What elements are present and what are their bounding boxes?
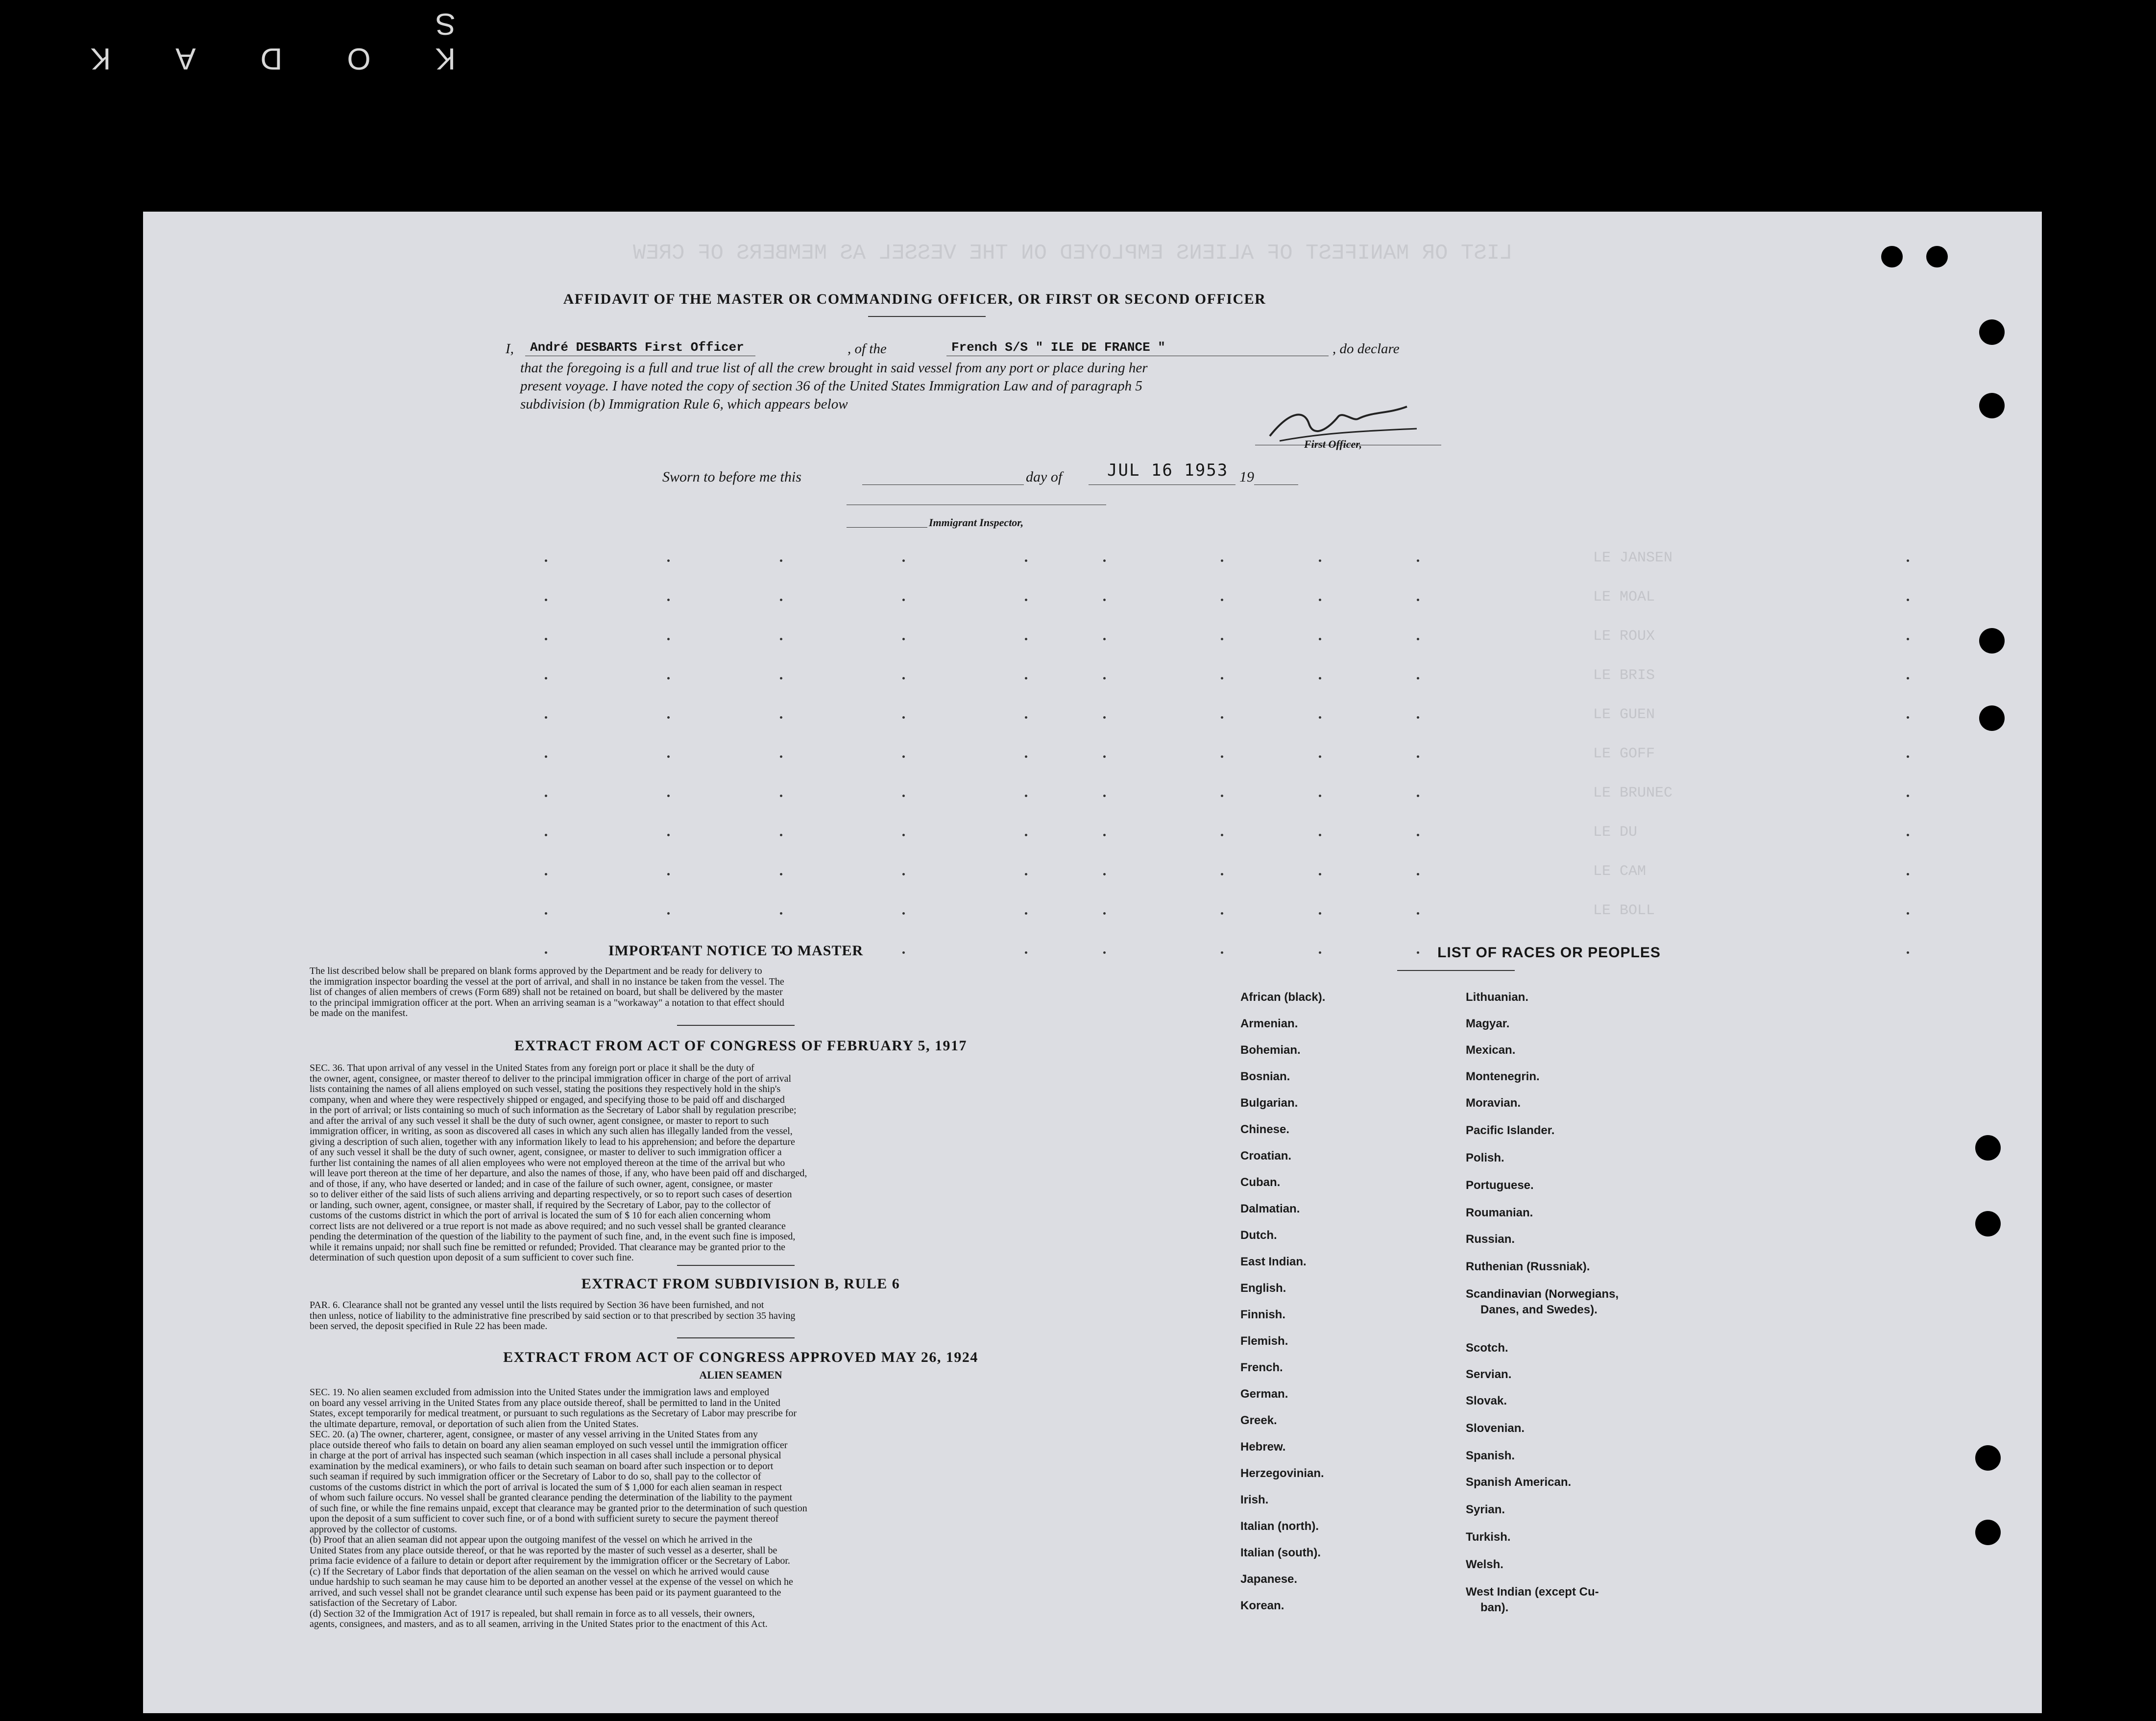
races-title: LIST OF RACES OR PEOPLES bbox=[1437, 945, 1661, 961]
ditto-mark bbox=[1319, 677, 1321, 679]
paragraph-line: list of changes of alien members of crews (Form 689) shall not be retained on board, but shall be delivered by the master bbox=[310, 987, 783, 997]
day-of-label: day of bbox=[1026, 469, 1063, 485]
ghost-name: LE BRUNEC bbox=[1593, 785, 1673, 801]
document-sheet bbox=[143, 212, 2042, 1713]
ditto-mark bbox=[545, 638, 547, 640]
affidavit-body-line: subdivision (b) Immigration Rule 6, which appears below bbox=[520, 396, 848, 412]
punch-hole bbox=[1926, 246, 1948, 267]
race-item: Bulgarian. bbox=[1240, 1096, 1298, 1110]
ghost-name: LE GOFF bbox=[1593, 746, 1655, 762]
race-item: Dutch. bbox=[1240, 1229, 1277, 1242]
ghost-name: LE DU bbox=[1593, 824, 1638, 841]
race-item: Welsh. bbox=[1466, 1558, 1503, 1571]
ditto-mark bbox=[1025, 912, 1027, 915]
ditto-mark bbox=[1907, 599, 1909, 601]
race-item: West Indian (except Cu- bbox=[1466, 1585, 1599, 1599]
race-item: German. bbox=[1240, 1387, 1288, 1401]
ditto-mark bbox=[545, 716, 547, 719]
affidavit-of-the: , of the bbox=[848, 341, 887, 357]
ditto-mark bbox=[1025, 638, 1027, 640]
race-item: Spanish. bbox=[1466, 1449, 1515, 1462]
ditto-mark bbox=[1417, 873, 1419, 875]
race-item: Greek. bbox=[1240, 1414, 1277, 1427]
ditto-mark bbox=[1103, 795, 1106, 797]
paragraph-line: (c) If the Secretary of Labor finds that deportation of the alien seaman on the vessel on which he arrived would cause bbox=[310, 1566, 769, 1577]
divider bbox=[677, 1025, 795, 1026]
paragraph-line: in the port of arrival; or lists containing so much of such information as the Secretary of Labor shall by regulation prescribe; bbox=[310, 1105, 797, 1115]
paragraph-line: the ultimate departure, removal, or deportation of such alien from the United States. bbox=[310, 1419, 639, 1430]
race-item: Armenian. bbox=[1240, 1017, 1298, 1030]
race-item-continuation: Danes, and Swedes). bbox=[1480, 1303, 1598, 1316]
race-item: Dalmatian. bbox=[1240, 1202, 1300, 1215]
ditto-mark bbox=[667, 638, 670, 640]
paragraph-line: arrived, and such vessel shall not be grandet clearance until such expense has been paid or its payment guaranteed to the bbox=[310, 1587, 781, 1598]
paragraph-line: and of those, if any, who have deserted or landed; and in case of the failure of such owner, agent, consignee, or master bbox=[310, 1179, 773, 1189]
affidavit-body-line: present voyage. I have noted the copy of section 36 of the United States Immigration Law and of paragraph 5 bbox=[520, 378, 1142, 394]
ditto-mark bbox=[1221, 834, 1223, 836]
extract-1924-body bbox=[310, 1387, 1172, 1630]
ditto-mark bbox=[1907, 951, 1909, 954]
ditto-mark bbox=[667, 559, 670, 562]
race-item: Japanese. bbox=[1240, 1573, 1298, 1586]
ghost-name: LE BOLL bbox=[1593, 902, 1655, 919]
paragraph-line: be made on the manifest. bbox=[310, 1008, 408, 1018]
race-item: Spanish American. bbox=[1466, 1476, 1572, 1489]
ditto-mark bbox=[902, 755, 905, 758]
race-item: Irish. bbox=[1240, 1493, 1269, 1506]
ditto-mark bbox=[1319, 873, 1321, 875]
ditto-mark bbox=[1221, 873, 1223, 875]
ditto-mark bbox=[1025, 873, 1027, 875]
punch-hole bbox=[1979, 393, 2005, 418]
paragraph-line: of whom such failure occurs. No vessel shall be granted clearance pending the determination of the liability to the payment bbox=[310, 1493, 793, 1503]
race-item: Mexican. bbox=[1466, 1043, 1516, 1057]
punch-hole bbox=[1979, 628, 2005, 654]
ditto-mark bbox=[1103, 834, 1106, 836]
ditto-mark bbox=[902, 638, 905, 640]
ditto-mark bbox=[1907, 638, 1909, 640]
race-item: Turkish. bbox=[1466, 1530, 1511, 1544]
race-item: Korean. bbox=[1240, 1599, 1284, 1612]
ditto-mark bbox=[902, 716, 905, 719]
alien-seamen-subtitle: ALIEN SEAMEN bbox=[699, 1369, 782, 1381]
ditto-mark bbox=[1907, 559, 1909, 562]
paragraph-line: while it remains unpaid; nor shall such fine be remitted or refunded; Provided. That clearance may be granted prior to the bbox=[310, 1242, 785, 1253]
ditto-mark bbox=[1319, 638, 1321, 640]
ditto-mark bbox=[1221, 755, 1223, 758]
ditto-mark bbox=[780, 795, 782, 797]
punch-hole bbox=[1881, 246, 1903, 267]
paragraph-line: then unless, notice of liability to the administrative fine prescribed by said section or to that prescribed by section 35 having bbox=[310, 1310, 796, 1321]
sworn-label: Sworn to before me this bbox=[662, 469, 801, 485]
ditto-mark bbox=[1417, 795, 1419, 797]
ditto-mark bbox=[1025, 834, 1027, 836]
race-item: Syrian. bbox=[1466, 1503, 1505, 1516]
ditto-mark bbox=[667, 912, 670, 915]
kodak-letter: K bbox=[435, 42, 456, 75]
race-item: African (black). bbox=[1240, 991, 1326, 1004]
ditto-mark bbox=[1907, 873, 1909, 875]
ditto-mark bbox=[780, 716, 782, 719]
ditto-mark bbox=[1103, 951, 1106, 954]
ditto-mark bbox=[545, 795, 547, 797]
ditto-mark bbox=[1907, 795, 1909, 797]
ditto-mark bbox=[780, 559, 782, 562]
ditto-mark bbox=[1025, 716, 1027, 719]
ditto-mark bbox=[1025, 951, 1027, 954]
year-prefix: 19 bbox=[1239, 469, 1254, 485]
paragraph-line: lists containing the names of all aliens employed on such vessel, stating the positions they respectively hold in the ship's bbox=[310, 1084, 781, 1094]
race-item: Magyar. bbox=[1466, 1017, 1510, 1030]
paragraph-line: satisfaction of the Secretary of Labor. bbox=[310, 1598, 457, 1608]
race-item: Ruthenian (Russniak). bbox=[1466, 1260, 1590, 1273]
bleed-through-header: LIST OR MANIFEST OF ALIENS EMPLOYED ON THE VESSEL AS MEMBERS OF CREW bbox=[633, 241, 1513, 266]
ditto-mark bbox=[1025, 559, 1027, 562]
paragraph-line: in charge at the port of arrival has inspected such seaman (which inspection in all cases shall include a personal physical bbox=[310, 1451, 781, 1461]
race-item: Cuban. bbox=[1240, 1176, 1281, 1189]
notice-body bbox=[310, 966, 1172, 1019]
vessel-name: French S/S " ILE DE FRANCE " bbox=[951, 340, 1165, 355]
ditto-mark bbox=[1417, 677, 1419, 679]
kodak-letter: A bbox=[175, 42, 196, 75]
ditto-mark bbox=[1417, 599, 1419, 601]
ditto-mark bbox=[1221, 795, 1223, 797]
paragraph-line: examination by the medical examiners), or who fails to detain such seaman on board after such inspection or to deport bbox=[310, 1461, 774, 1472]
ditto-mark bbox=[780, 599, 782, 601]
divider bbox=[677, 1265, 795, 1266]
race-item: Portuguese. bbox=[1466, 1179, 1534, 1192]
paragraph-line: PAR. 6. Clearance shall not be granted any vessel until the lists required by Section 36 have been furnished, and not bbox=[310, 1300, 764, 1310]
fill-line bbox=[847, 527, 927, 528]
ditto-mark bbox=[1221, 677, 1223, 679]
kodak-letter: S bbox=[435, 7, 456, 41]
ghost-name: LE BRIS bbox=[1593, 667, 1655, 684]
paragraph-line: prima facie evidence of a failure to detain or deport after requirement by the immigration officer or the Secretary of Labor. bbox=[310, 1556, 790, 1566]
race-item: Herzegovinian. bbox=[1240, 1467, 1324, 1480]
ditto-mark bbox=[902, 795, 905, 797]
race-item: Pacific Islander. bbox=[1466, 1124, 1555, 1137]
race-item: East Indian. bbox=[1240, 1255, 1307, 1268]
paragraph-line: will leave port thereon at the time of her departure, and also the names of those, if any, who have been paid off and discharged, bbox=[310, 1168, 807, 1179]
divider bbox=[677, 1337, 795, 1338]
paragraph-line: agents, consignees, and masters, and as to all seamen, arriving in the United States prior to the enactment of this Act. bbox=[310, 1619, 768, 1629]
paragraph-line: SEC. 19. No alien seamen excluded from admission into the United States under the immigration laws and employed bbox=[310, 1387, 770, 1398]
paragraph-line: of such fine, or while the fine remains unpaid, except that clearance may be granted prior to the determination of such question bbox=[310, 1503, 807, 1514]
ditto-mark bbox=[780, 912, 782, 915]
paragraph-line: place outside thereof who fails to detain on board any alien seaman employed on such vessel until the immigration officer bbox=[310, 1440, 788, 1451]
ditto-mark bbox=[667, 716, 670, 719]
ditto-mark bbox=[902, 677, 905, 679]
extract-1924-title: EXTRACT FROM ACT OF CONGRESS APPROVED MAY 26, 1924 bbox=[503, 1349, 978, 1365]
ditto-mark bbox=[1319, 795, 1321, 797]
extract-1917-body bbox=[310, 1063, 1172, 1263]
ditto-mark bbox=[1025, 677, 1027, 679]
paragraph-line: been served, the deposit specified in Rule 22 has been made. bbox=[310, 1321, 548, 1332]
ditto-mark bbox=[1025, 599, 1027, 601]
punch-hole bbox=[1975, 1445, 2001, 1471]
race-item: Italian (south). bbox=[1240, 1546, 1321, 1559]
race-item: Polish. bbox=[1466, 1151, 1504, 1164]
ditto-mark bbox=[545, 912, 547, 915]
ditto-mark bbox=[1319, 755, 1321, 758]
paragraph-line: correct lists are not delivered or a true report is not made as above required; and no such vessel shall be granted clearance bbox=[310, 1221, 786, 1232]
race-item: Lithuanian. bbox=[1466, 991, 1528, 1004]
ditto-mark bbox=[1417, 559, 1419, 562]
paragraph-line: the owner, agent, consignee, or master thereof to deliver to the principal immigration officer in charge of the port of arrival bbox=[310, 1073, 792, 1084]
kodak-letter: O bbox=[347, 42, 371, 75]
paragraph-line: States, except temporarily for medical treatment, or pursuant to such regulations as the Secretary of Labor may prescribe for bbox=[310, 1408, 797, 1419]
punch-hole bbox=[1975, 1135, 2001, 1161]
ditto-mark bbox=[1907, 677, 1909, 679]
paragraph-line: (b) Proof that an alien seaman did not appear upon the outgoing manifest of the vessel on which he arrived in the bbox=[310, 1535, 752, 1545]
race-item: Montenegrin. bbox=[1466, 1070, 1540, 1083]
date-stamp: JUL 16 1953 bbox=[1107, 461, 1229, 480]
paragraph-line: customs of the customs district in which the port of arrival is located the sum of $ 10 for each alien concerning whom bbox=[310, 1211, 771, 1221]
ditto-mark bbox=[1221, 912, 1223, 915]
ditto-mark bbox=[667, 599, 670, 601]
ditto-mark bbox=[1417, 755, 1419, 758]
ditto-mark bbox=[1907, 755, 1909, 758]
paragraph-line: company, when and where they were respectively shipped or engaged, and specifying those to be paid off and discharged bbox=[310, 1094, 785, 1105]
rule6-body bbox=[310, 1300, 1172, 1332]
ditto-mark bbox=[1103, 912, 1106, 915]
race-item: Italian (north). bbox=[1240, 1520, 1319, 1533]
paragraph-line: so to deliver either of the said lists of such aliens arriving and departing respectively, or so to report such cases of desertion bbox=[310, 1189, 792, 1200]
ditto-mark bbox=[545, 873, 547, 875]
ghost-name: LE JANSEN bbox=[1593, 550, 1673, 566]
ditto-mark bbox=[1103, 873, 1106, 875]
ditto-mark bbox=[1417, 716, 1419, 719]
race-item-continuation: ban). bbox=[1480, 1601, 1509, 1614]
divider bbox=[1397, 970, 1515, 971]
paragraph-line: determination of such question upon deposit of a sum sufficient to cover such fine. bbox=[310, 1253, 634, 1263]
inspector-label: Immigrant Inspector, bbox=[929, 516, 1024, 529]
ditto-mark bbox=[1417, 834, 1419, 836]
ditto-mark bbox=[667, 873, 670, 875]
ditto-mark bbox=[667, 677, 670, 679]
paragraph-line: the immigration inspector boarding the vessel at the port of arrival, and shall in no instance be taken from the vessel. The bbox=[310, 976, 784, 987]
ditto-mark bbox=[1025, 755, 1027, 758]
paragraph-line: of any such vessel it shall be the duty of such owner, agent, consignee, or master to deliver to such immigration officer a bbox=[310, 1147, 782, 1158]
paragraph-line: further list containing the names of all alien employees who were not employed thereon at the time of the arrival but who bbox=[310, 1158, 785, 1168]
race-item: Scotch. bbox=[1466, 1341, 1508, 1355]
race-item: French. bbox=[1240, 1361, 1283, 1374]
paragraph-line: (d) Section 32 of the Immigration Act of 1917 is repealed, but shall remain in force as to all vessels, their owners, bbox=[310, 1608, 755, 1619]
ditto-mark bbox=[780, 873, 782, 875]
divider bbox=[868, 316, 986, 317]
ditto-mark bbox=[902, 559, 905, 562]
ditto-mark bbox=[1417, 638, 1419, 640]
ghost-name: LE GUEN bbox=[1593, 706, 1655, 723]
paragraph-line: SEC. 36. That upon arrival of any vessel in the United States from any foreign port or place it shall be the duty of bbox=[310, 1063, 754, 1073]
ditto-mark bbox=[1221, 716, 1223, 719]
ditto-mark bbox=[1319, 716, 1321, 719]
ditto-mark bbox=[1103, 638, 1106, 640]
kodak-edge-marking bbox=[15, 7, 456, 76]
notice-title: IMPORTANT NOTICE TO MASTER bbox=[608, 943, 864, 959]
ditto-mark bbox=[545, 755, 547, 758]
race-item: Slovenian. bbox=[1466, 1422, 1525, 1435]
ditto-mark bbox=[1221, 951, 1223, 954]
race-item: Servian. bbox=[1466, 1368, 1512, 1381]
race-item: Scandinavian (Norwegians, bbox=[1466, 1287, 1619, 1301]
paragraph-line: giving a description of such alien, together with any information likely to lead to his apprehension; and before the departure bbox=[310, 1137, 795, 1147]
ditto-mark bbox=[1103, 559, 1106, 562]
ditto-mark bbox=[1319, 912, 1321, 915]
race-item: Russian. bbox=[1466, 1233, 1515, 1246]
extract-1917-title: EXTRACT FROM ACT OF CONGRESS OF FEBRUARY 5, 1917 bbox=[514, 1038, 968, 1054]
race-item: Croatian. bbox=[1240, 1149, 1292, 1163]
paragraph-line: SEC. 20. (a) The owner, charterer, agent, consignee, or master of any vessel arriving in the United States from any bbox=[310, 1430, 758, 1440]
paragraph-line: to the principal immigration officer at the port. When an arriving seaman is a "workaway" a notation to that effect should bbox=[310, 997, 784, 1008]
affidavit-title: AFFIDAVIT OF THE MASTER OR COMMANDING OFFICER, OR FIRST OR SECOND OFFICER bbox=[563, 291, 1266, 307]
ditto-mark bbox=[902, 834, 905, 836]
ditto-mark bbox=[1907, 716, 1909, 719]
ditto-mark bbox=[1103, 599, 1106, 601]
ditto-mark bbox=[1319, 599, 1321, 601]
ditto-mark bbox=[667, 755, 670, 758]
ghost-name: LE MOAL bbox=[1593, 589, 1655, 606]
race-item: Bohemian. bbox=[1240, 1043, 1301, 1057]
officer-name: André DESBARTS First Officer bbox=[530, 340, 744, 355]
affidavit-do-declare: , do declare bbox=[1332, 341, 1400, 357]
ghost-name: LE ROUX bbox=[1593, 628, 1655, 645]
paragraph-line: upon the deposit of a sum sufficient to cover such fine, or of a bond with sufficient surety to secure the payment thereof bbox=[310, 1514, 779, 1524]
race-item: Hebrew. bbox=[1240, 1440, 1286, 1454]
paragraph-line: and after the arrival of any such vessel it shall be the duty of such owner, agent consignee, or master to report to such bbox=[310, 1115, 769, 1126]
ditto-mark bbox=[902, 912, 905, 915]
race-item: Bosnian. bbox=[1240, 1070, 1290, 1083]
ditto-mark bbox=[1319, 834, 1321, 836]
ditto-mark bbox=[545, 834, 547, 836]
race-item: Slovak. bbox=[1466, 1394, 1507, 1407]
ditto-mark bbox=[1417, 912, 1419, 915]
punch-hole bbox=[1979, 705, 2005, 731]
ditto-mark bbox=[545, 599, 547, 601]
punch-hole bbox=[1979, 319, 2005, 345]
ditto-mark bbox=[1221, 599, 1223, 601]
race-item: English. bbox=[1240, 1282, 1286, 1295]
ditto-mark bbox=[1221, 638, 1223, 640]
paragraph-line: United States from any place outside thereof, or that he was reported by the master of such vessel as a deserter, shall be bbox=[310, 1545, 777, 1556]
race-item: Roumanian. bbox=[1466, 1206, 1533, 1219]
ditto-mark bbox=[1103, 716, 1106, 719]
paragraph-line: on board any vessel arriving in the United States from any place outside thereof, shall be permitted to land in the United bbox=[310, 1398, 780, 1408]
affidavit-i: I, bbox=[506, 341, 514, 357]
kodak-letter: D bbox=[260, 42, 283, 75]
paragraph-line: The list described below shall be prepared on blank forms approved by the Department and be ready for delivery to bbox=[310, 966, 762, 976]
ditto-mark bbox=[667, 834, 670, 836]
ditto-mark bbox=[780, 638, 782, 640]
paragraph-line: pending the determination of the question of the liability to the payment of such fine, and, in the event such fine is imposed, bbox=[310, 1232, 796, 1242]
ditto-mark bbox=[902, 873, 905, 875]
kodak-letter: K bbox=[90, 42, 111, 75]
race-item: Moravian. bbox=[1466, 1096, 1521, 1110]
paragraph-line: undue hardship to such seaman he may cause him to be deported an another vessel at the expense of the vessel on which he bbox=[310, 1577, 793, 1587]
ditto-mark bbox=[545, 559, 547, 562]
ditto-mark bbox=[1319, 559, 1321, 562]
race-item: Flemish. bbox=[1240, 1334, 1288, 1348]
race-item: Finnish. bbox=[1240, 1308, 1285, 1321]
ditto-mark bbox=[1103, 755, 1106, 758]
ditto-mark bbox=[1907, 834, 1909, 836]
rule6-title: EXTRACT FROM SUBDIVISION B, RULE 6 bbox=[581, 1276, 900, 1292]
punch-hole bbox=[1975, 1520, 2001, 1545]
punch-hole bbox=[1975, 1211, 2001, 1236]
paragraph-line: or landing, such owner, agent, consignee, or master shall, if required by the Secretary of Labor, pay to the collector of bbox=[310, 1200, 771, 1211]
paragraph-line: such seaman if required by such immigration officer or the Secretary of Labor to do so, shall pay to the collector of bbox=[310, 1472, 761, 1482]
ditto-mark bbox=[545, 677, 547, 679]
paragraph-line: immigration officer, in writing, as soon as discovered all cases in which any such alien has illegally landed from the vessel, bbox=[310, 1126, 793, 1137]
affidavit-body-line: that the foregoing is a full and true list of all the crew brought in said vessel from any port or place during her bbox=[520, 360, 1148, 376]
paragraph-line: customs of the customs district in which the port of arrival is located the sum of $ 1,000 for each alien seaman in respect bbox=[310, 1482, 782, 1493]
race-item: Chinese. bbox=[1240, 1123, 1290, 1136]
officer-title-line: First Officer, bbox=[1304, 438, 1362, 450]
ditto-mark bbox=[902, 599, 905, 601]
ditto-mark bbox=[1907, 912, 1909, 915]
ditto-mark bbox=[1221, 559, 1223, 562]
ditto-mark bbox=[780, 755, 782, 758]
ditto-mark bbox=[780, 677, 782, 679]
ghost-name: LE CAM bbox=[1593, 863, 1647, 880]
paragraph-line: approved by the collector of customs. bbox=[310, 1524, 458, 1535]
ditto-mark bbox=[780, 834, 782, 836]
ditto-mark bbox=[1025, 795, 1027, 797]
ditto-mark bbox=[1103, 677, 1106, 679]
ditto-mark bbox=[667, 795, 670, 797]
